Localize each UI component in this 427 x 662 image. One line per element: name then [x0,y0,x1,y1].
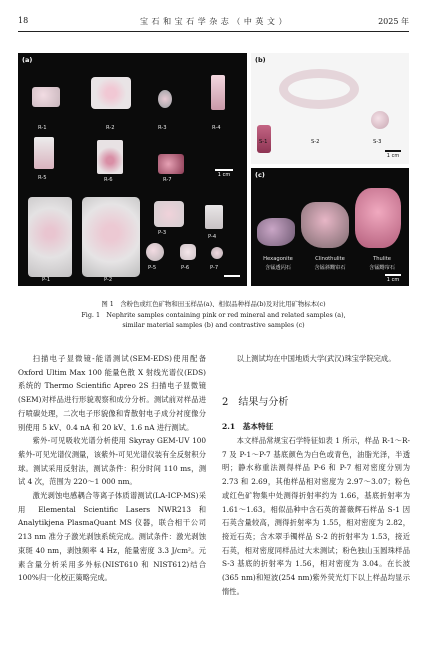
sample-p2-image [82,197,140,277]
sample-label: S-1 [259,139,268,145]
section-heading: 2 结果与分析 [222,397,289,408]
sample-label: P-7 [210,265,219,271]
figure-caption-en-line1: Fig. 1 Nephrite samples containing pink or red mineral and related samples (a), [81,311,346,319]
paragraph-basic-characteristics: 本文样品常规宝石学特征如表 1 所示，样品 R-1～R-7 及 P-1～P-7 基底颜色为白色或青色，油脂光泽，半透明；静水称重法测得样品 P-6 和 P-7 相对密度分别为 2.73 和 2.69，其他样品相对密度为 2.97～3.07；粉色或红色矿物集中处测得折射率约为 1.66，基底折射率为 1.61～1.63。相似品种中含石英的蔷薇辉石样品 S-1 因石英含量较高，测得折射率为 1.55，相对密度为 2.82，接近石英；含木翠手镯样品 S-2 的折射率为 1.53，接近石英，相对密度同样品过大未测试；粉色独山玉圆珠样品 S-3 基底的折射率为 1.56，相对密度为 3.04。在长波(365 nm)和短波(254 nm)紫外荧光灯下以上样品均显示惰性。 [222,436,410,596]
sample-label: R-7 [163,177,172,183]
figure-panel-c [251,168,409,286]
clinothulite-name-zh: 含锰斜黝帘石 [314,265,346,271]
clinothulite-specimen-image [301,202,349,248]
panel-a-scale-bar [212,169,236,178]
figure-caption-zh: 图 1 含粉色或红色矿物和田玉样品(a)、相似品种样品(b)及对比用矿物标本(c) [101,300,326,308]
sample-p1-image [28,197,72,277]
sample-label: P-3 [158,230,167,236]
sample-r2-image [91,77,131,109]
panel-a-bottom-scale-bar [220,275,244,278]
thulite-name-en: Thulite [373,256,391,262]
sample-p7-image [211,247,223,259]
sample-r4-image [211,75,225,110]
sample-p6-image [180,244,196,260]
sample-label: R-1 [38,125,47,131]
panel-b-letter: (b) [255,56,266,64]
sample-label: S-3 [373,139,382,145]
sample-r3-image [158,90,172,108]
clinothulite-name-en: Clinothulite [315,256,345,262]
left-text-column [18,352,206,585]
sample-r5-image [34,137,54,169]
sample-p4-image [205,205,223,229]
sample-r7-image [158,154,184,174]
sample-r6-image [97,140,123,174]
issue-year: 2025 年 [378,17,409,26]
header-rule [18,31,409,32]
panel-c-scale-bar [381,274,405,283]
paragraph-testing-location: 以上测试均在中国地质大学(武汉)珠宝学院完成。 [236,354,396,363]
scale-label: 1 cm [386,277,400,283]
thulite-specimen-image [355,188,401,248]
hexagonite-name-zh: 含锰透闪石 [265,265,291,271]
sample-label: R-3 [158,125,167,131]
scale-label: 1 cm [386,153,400,159]
subsection-heading: 2.1 基本特征 [222,422,274,431]
sample-label: P-5 [148,265,157,271]
paragraph-sem-eds: 扫描电子显微镜-能谱测试(SEM-EDS)使用配备 Oxford Ultim Max 100 能量色散 X 射线光谱仪(EDS)系统的 Thermo Scientific Apreo 2S 扫描电子显微镜(SEM)对样品进行形貌观察和成分分析。测试前对样品进行喷碳处理，二次电子形貌像和背散射电子成分衬度像分别使用 5 kV、0.4 nA 和 20 kV、1.6 nA 进行测试。 [18,354,206,432]
sample-label: R-6 [104,177,113,183]
sample-label: P-2 [104,277,113,283]
right-text-column [222,434,410,598]
journal-title: 宝 石 和 宝 石 学 杂 志 （ 中 英 文 ） [139,17,287,26]
figure-caption-en-line2: similar material samples (b) and contrastive samples (c) [122,321,305,329]
panel-a-letter: (a) [22,56,33,64]
sample-r1-image [32,87,60,107]
page-number: 18 [18,16,29,25]
sample-label: R-5 [38,175,47,181]
sample-label: S-2 [311,139,320,145]
sample-s3-image [371,111,389,129]
sample-label: P-1 [42,277,51,283]
panel-b-scale-bar [381,150,405,159]
sample-label: P-6 [181,265,190,271]
thulite-name-zh: 含锰黝帘石 [369,265,395,271]
sample-label: R-2 [106,125,115,131]
panel-c-letter: (c) [255,171,265,179]
hexagonite-specimen-image [257,218,295,246]
figure-panel-a [18,53,247,286]
figure-panel-b [251,53,409,164]
right-intro [222,352,410,366]
sample-label: R-4 [212,125,221,131]
sample-label: P-4 [208,234,217,240]
sample-s2-image [279,69,359,109]
sample-p5-image [146,243,164,261]
hexagonite-name-en: Hexagonite [263,256,293,262]
sample-p3-image [154,201,184,227]
paragraph-la-icp-ms: 激光剥蚀电感耦合等离子体质谱测试(LA-ICP-MS)采用 Elemental Scientific Lasers NWR213 和 Analytikjena PlasmaQuant MS 仪器，联合相干公司 213 nm 准分子激光剥蚀系统完成。测试条件：激光剥蚀束斑 40 nm，剥蚀频率 4 Hz，能量密度 3.3 J/cm²。元素含量分析采用多外标(NIST610 和 NIST612)结合 100%归一化校正策略完成。 [18,491,206,583]
paragraph-uv-vis: 紫外-可见吸收光谱分析使用 Skyray GEM-UV 100 紫外-可见光谱仪测量，该紫外-可见光谱仪装有全反射积分球。测试采用反射法，测试条件：积分时间 110 ms，测试 4 次，范围为 220～1 000 nm。 [18,436,206,487]
scale-label: 1 cm [217,172,231,178]
